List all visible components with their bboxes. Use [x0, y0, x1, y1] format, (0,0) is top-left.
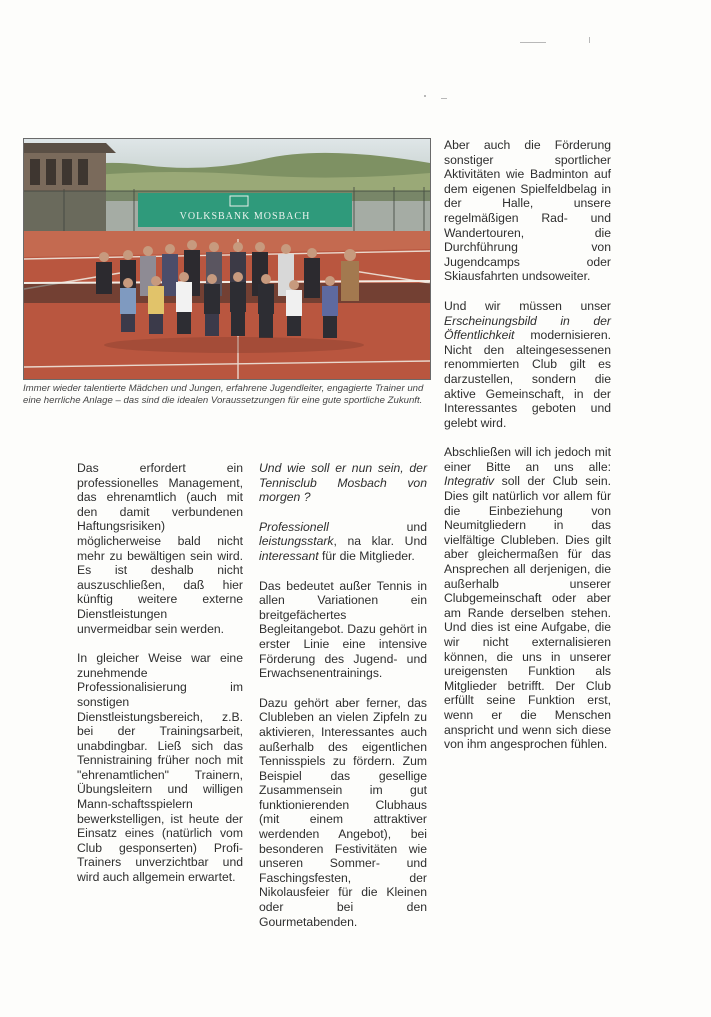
text-column-2 [259, 461, 427, 944]
paragraph: Das erfordert ein professionelles Management, das ehrenamtlich (auch mit den damit verbundenen Haftungsrisiken) möglicherweise bald nicht mehr zu bewältigen sein wird. Es ist deshalb nicht auszuschließen, daß hier künftig weitere externe Dienstleistungen unvermeidbar sein werden. [77, 461, 243, 636]
scan-mark [424, 95, 426, 97]
paragraph [444, 299, 611, 430]
banner-text: VOLKSBANK MOSBACH [179, 211, 311, 222]
scan-mark [589, 37, 590, 43]
scan-mark [520, 42, 546, 43]
text-run: für die Mitglieder. [318, 548, 415, 563]
emphasis: Professionell [259, 519, 329, 534]
text-run: und [328, 519, 427, 534]
text-run: soll der Club sein. Dies gilt natürlich vor allem für die Einbeziehung von Neumitgliedern in das vielfältige Clubleben. Dies gilt aber gleichermaßen für das Ansprechen all derjenigen, die außerhalb unserer Clubgemeinschaft oder aber am Rande derselben stehen. Und dies ist eine Aufgabe, die wir nicht externalisieren können, die uns in unserer ureigensten Funktion als Mitglieder betrifft. Der Club erfüllt seine Funktion erst, wenn er die Menschen anspricht und wenn sich diese von ihm angesprochen fühlen. [444, 474, 611, 752]
emphasis: leistungsstark [259, 534, 334, 549]
text-run: Abschließen will ich jedoch mit einer Bitte an uns alle: [444, 445, 611, 474]
paragraph: Aber auch die Förderung sonstiger sportlicher Aktivitäten wie Badminton auf dem eigenen Spielfeldbelag in der Halle, unsere regelmäßigen Rad- und Wandertouren, die Durchführung von Jugendcamps oder Skiausfahrten undsoweiter. [444, 138, 611, 284]
emphasis: interessant [259, 548, 319, 563]
scan-mark [441, 98, 447, 99]
paragraph [259, 520, 427, 564]
text-run: , na klar. Und [333, 534, 427, 549]
text-run: modernisieren. Nicht den alteingesessenen renommierten Club gilt es darzustellen, sondern die aktive Gemeinschaft, in der Interessantes geboten und gelebt wird. [444, 328, 611, 430]
emphasis: Erscheinungsbild in der Öffentlichkeit [444, 313, 611, 343]
text-column-1 [77, 461, 243, 900]
paragraph-question [259, 461, 427, 505]
team-photo [23, 138, 431, 380]
question-text: Und wie soll er nun sein, der Tennisclub Mosbach von morgen ? [259, 461, 427, 505]
paragraph: Dazu gehört aber ferner, das Clubleben an vielen Zipfeln zu aktivieren, Interessantes auch außerhalb des eigentlichen Tennisspiels zu fördern. Zum Beispiel das gesellige Zusammensein im gut funktionierenden Clubhaus (mit einem attraktiver werdenden Angebot), bei besonderen Festivitäten wie unseren Sommer- und Faschingsfesten, der Nikolausfeier für die Kleinen oder bei den Gourmetabenden. [259, 695, 427, 929]
text-run: Und wir müssen unser [444, 298, 611, 313]
emphasis: Integrativ [444, 474, 495, 489]
paragraph [444, 445, 611, 751]
paragraph: In gleicher Weise war eine zunehmende Professionalisierung im sonstigen Dienstleistungsbereich, z.B. bei der Trainingsarbeit, unabdingbar. Ließ sich das Tennistraining früher noch mit "ehrenamtlichen" Trainern, Übungsleitern und willigen Mann-schaftsspielern bewerkstelligen, ist heute der Einsatz eines (natürlich vom Club gesponserten) Profi-Trainers unverzichtbar und wird auch allgemein erwartet. [77, 651, 243, 885]
text-column-3 [444, 138, 611, 767]
photo-caption: Immer wieder talentierte Mädchen und Jungen, erfahrene Jugendleiter, engagierte Trainer und eine herrliche Anlage – das sind die idealen Voraussetzungen für eine gute sportliche Zukunft. [23, 383, 424, 406]
paragraph: Das bedeutet außer Tennis in allen Variationen ein breitgefächertes Begleitangebot. Dazu gehört in erster Linie eine intensive Förderung des Jugend- und Erwachsenentrainings. [259, 578, 427, 681]
